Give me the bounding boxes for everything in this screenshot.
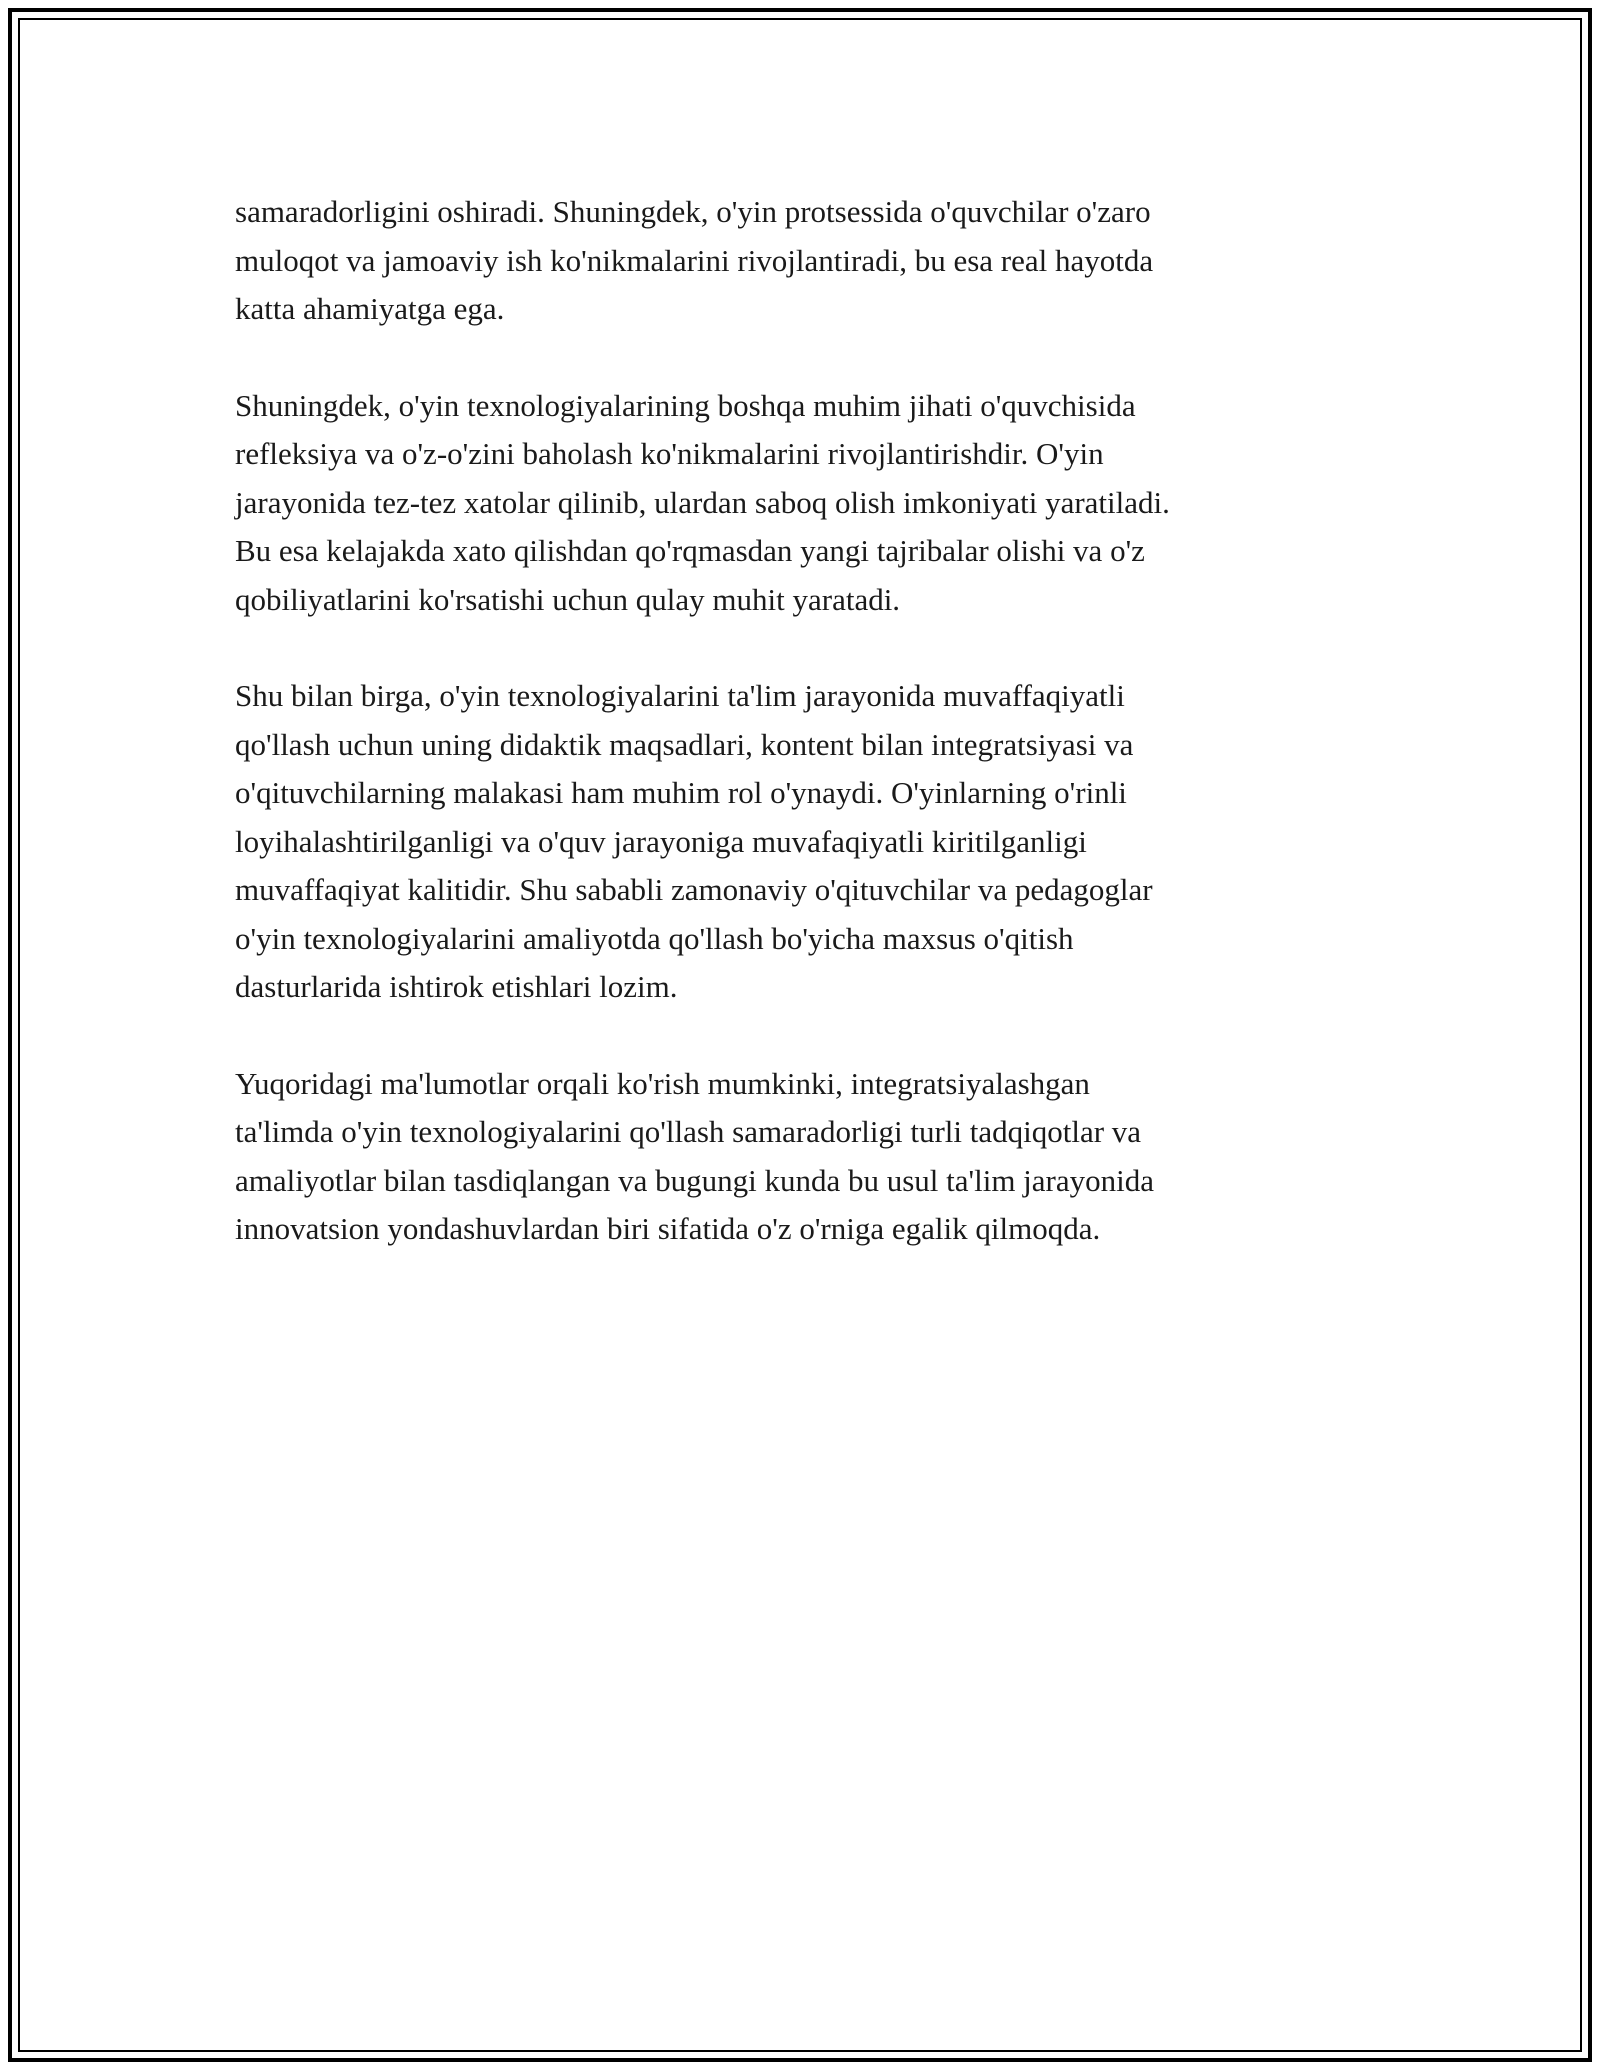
paragraph-1: samaradorligini oshiradi. Shuningdek, o'yin protsessida o'quvchilar o'zaro muloqot va jamoaviy ish ko'nikmalarini rivojlantiradi, bu esa real hayotda katta ahamiyatga ega. [235,194,1154,326]
document-body [235,188,1365,1302]
paragraph-2: Shuningdek, o'yin texnologiyalarining boshqa muhim jihati o'quvchisida refleksiya va o'z-o'zini baholash ko'nikmalarini rivojlantirishdir. O'yin jarayonida tez-tez xatolar qilinib, ulardan saboq olish imkoniyati yaratiladi. Bu esa kelajakda xato qilishdan qo'rqmasdan yangi tajribalar olishi va o'z qobiliyatlarini ko'rsatishi uchun qulay muhit yaratadi. [235,387,1170,617]
paragraph-3: Shu bilan birga, o'yin texnologiyalarini ta'lim jarayonida muvaffaqiyatli qo'llash uchun uning didaktik maqsadlari, kontent bilan integratsiyasi va o'qituvchilarning malakasi ham muhim rol o'ynaydi. O'yinlarning o'rinli loyihalashtirilganligi va o'quv jarayoniga muvafaqiyatli kiritilganligi muvaffaqiyat kalitidir. Shu sababli zamonaviy o'qituvchilar va pedagoglar o'yin texnologiyalarini amaliyotda qo'llash bo'yicha maxsus o'qitish dasturlarida ishtirok etishlari lozim. [235,678,1153,1004]
paragraph-4: Yuqoridagi ma'lumotlar orqali ko'rish mumkinki, integratsiyalashgan ta'limda o'yin texnologiyalarini qo'llash samaradorligi turli tadqiqotlar va amaliyotlar bilan tasdiqlangan va bugungi kunda bu usul ta'lim jarayonida innovatsion yondashuvlardan biri sifatida o'z o'rniga egalik qilmoqda. [235,1065,1155,1246]
